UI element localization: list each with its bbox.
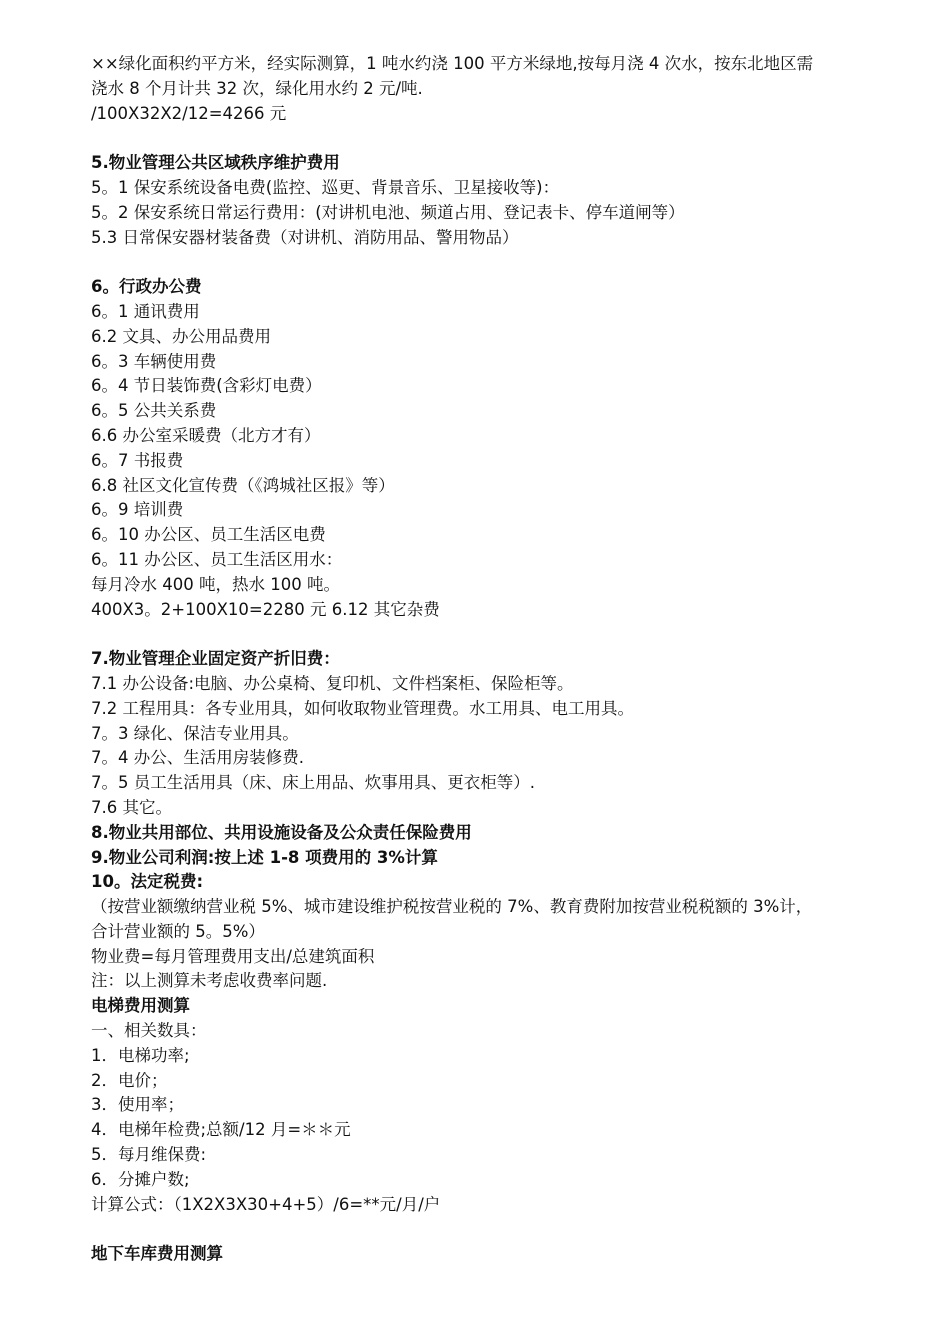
text-line: 6。7 书报费 xyxy=(91,450,184,470)
text-line: 7.2 工程用具：各专业用具，如何收取物业管理费。水工用具、电工用具。 xyxy=(91,698,634,718)
text-line: 7.6 其它。 xyxy=(91,797,172,817)
text-line: 6．分摊户数; xyxy=(91,1169,190,1189)
text-line: 浇水 8 个月计共 32 次，绿化用水约 2 元/吨. xyxy=(91,78,423,98)
text-line: 一、相关数具： xyxy=(91,1021,207,1041)
text-line: （按营业额缴纳营业税 5%、城市建设维护税按营业税的 7%、教育费附加按营业税税额的 3%计， xyxy=(91,897,813,917)
section-heading: 10。法定税费: xyxy=(91,872,204,892)
section-heading: 7.物业管理企业固定资产折旧费： xyxy=(91,649,340,669)
text-line: 1．电梯功率; xyxy=(91,1045,190,1065)
text-line: 6。1 通讯费用 xyxy=(91,301,200,321)
text-line: 5。1 保安系统设备电费(监控、巡更、背景音乐、卫星接收等)： xyxy=(91,177,560,197)
text-line: 5。2 保安系统日常运行费用：(对讲机电池、频道占用、登记表卡、停车道闸等） xyxy=(91,202,685,222)
blank-line xyxy=(91,126,911,151)
text-line: 6。4 节日装饰费(含彩灯电费） xyxy=(91,376,322,396)
section-heading: 电梯费用测算 xyxy=(91,996,190,1016)
text-line: 6。11 办公区、员工生活区用水： xyxy=(91,549,343,569)
text-line: 7。3 绿化、保洁专业用具。 xyxy=(91,723,299,743)
text-line: /100X32X2/12=4266 元 xyxy=(91,103,287,123)
text-line: 4．电梯年检费;总额/12 月=＊＊元 xyxy=(91,1120,351,1140)
text-line: 6。3 车辆使用费 xyxy=(91,351,217,371)
text-line: 6。9 培训费 xyxy=(91,500,184,520)
text-line: 6.8 社区文化宣传费（《鸿城社区报》等） xyxy=(91,475,395,495)
section-heading: 8.物业共用部位、共用设施设备及公众责任保险费用 xyxy=(91,822,472,842)
section-heading: 地下车库费用测算 xyxy=(91,1244,223,1264)
text-line: 3．使用率； xyxy=(91,1095,184,1115)
text-line: 6。10 办公区、员工生活区电费 xyxy=(91,525,326,545)
blank-line xyxy=(91,1217,911,1242)
text-line: 5.3 日常保安器材装备费（对讲机、消防用品、警用物品） xyxy=(91,227,519,247)
section-heading: 9.物业公司利润:按上述 1-8 项费用的 3%计算 xyxy=(91,847,438,867)
blank-line xyxy=(91,250,911,275)
text-line: 合计营业额的 5。5%） xyxy=(91,921,265,941)
text-line: 7。5 员工生活用具（床、床上用品、炊事用具、更衣柜等）. xyxy=(91,773,535,793)
blank-line xyxy=(91,622,911,647)
text-line: 7.1 办公设备:电脑、办公桌椅、复印机、文件档案柜、保险柜等。 xyxy=(91,673,574,693)
text-line: 6。5 公共关系费 xyxy=(91,401,217,421)
text-line: 7。4 办公、生活用房装修费. xyxy=(91,748,304,768)
section-heading: 6。行政办公费 xyxy=(91,277,202,297)
text-line: ××绿化面积约平方米，经实际测算，1 吨水约浇 100 平方米绿地,按每月浇 4 次水，按东北地区需 xyxy=(91,54,814,73)
document-page xyxy=(91,52,911,1267)
text-line: 6.6 办公室采暖费（北方才有） xyxy=(91,425,321,445)
text-line: 6.2 文具、办公用品费用 xyxy=(91,326,271,346)
text-line: 计算公式：（1X2X3X30+4+5）/6=**元/月/户 xyxy=(91,1194,441,1214)
text-line: 5．每月维保费: xyxy=(91,1145,207,1165)
text-line: 注：以上测算未考虑收费率问题. xyxy=(91,971,328,991)
text-line: 物业费=每月管理费用支出/总建筑面积 xyxy=(91,946,375,966)
section-heading: 5.物业管理公共区域秩序维护费用 xyxy=(91,153,340,173)
text-line: 2．电价； xyxy=(91,1070,168,1090)
text-line: 400X3。2+100X10=2280 元 6.12 其它杂费 xyxy=(91,599,440,619)
text-line: 每月冷水 400 吨，热水 100 吨。 xyxy=(91,574,340,594)
